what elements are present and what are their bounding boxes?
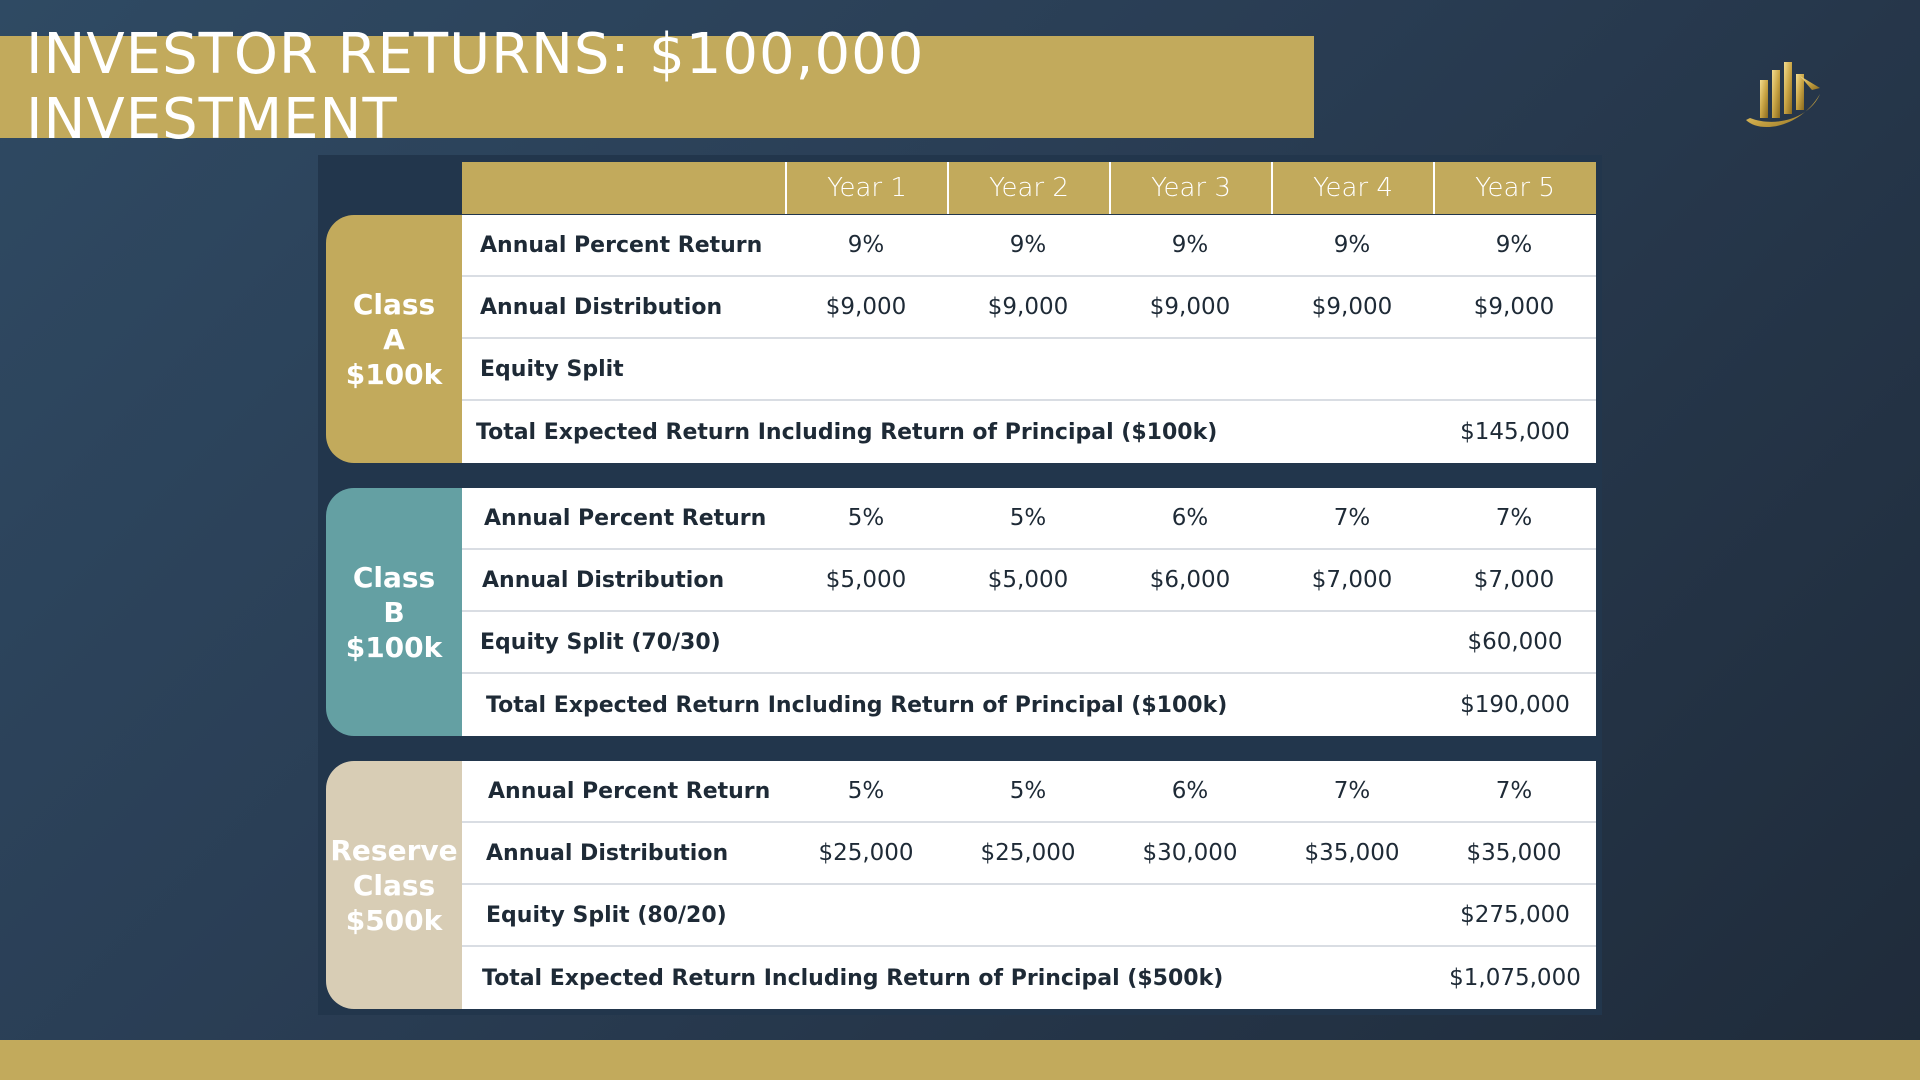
table-row — [462, 761, 1596, 823]
group-label-line: $500k — [345, 903, 443, 937]
cell-value: $5,000 — [825, 567, 907, 593]
table-row — [462, 947, 1596, 1009]
group-label-line: Class — [352, 560, 436, 594]
reserve-class-label — [326, 761, 462, 1009]
cell-value: 9% — [1171, 232, 1209, 258]
footer-bar — [0, 1040, 1920, 1080]
title-banner — [0, 22, 1314, 152]
cell-value: 7% — [1495, 505, 1533, 531]
group-label-line: $100k — [345, 357, 443, 391]
row-label: Annual Distribution — [480, 294, 723, 320]
cell-value: 7% — [1495, 778, 1533, 804]
table-row — [462, 550, 1596, 612]
year-header: Year 3 — [1109, 162, 1271, 214]
cell-value: 5% — [847, 505, 885, 531]
class-b-label — [326, 488, 462, 736]
cell-value: $5,000 — [987, 567, 1069, 593]
cell-value: $35,000 — [1304, 840, 1400, 866]
cell-value: 5% — [1009, 505, 1047, 531]
cell-value: 9% — [1495, 232, 1533, 258]
table-row — [462, 674, 1596, 736]
cell-value: $6,000 — [1149, 567, 1231, 593]
cell-value: $7,000 — [1473, 567, 1555, 593]
cell-value: 9% — [1009, 232, 1047, 258]
table-row — [462, 401, 1596, 463]
cell-value: $275,000 — [1460, 902, 1570, 928]
cell-value: 6% — [1171, 778, 1209, 804]
table-row — [462, 612, 1596, 674]
cell-value: $35,000 — [1466, 840, 1562, 866]
cell-value: 5% — [1009, 778, 1047, 804]
row-label: Annual Percent Return — [480, 232, 763, 258]
row-label: Annual Distribution — [482, 567, 725, 593]
group-label-line: $100k — [345, 630, 443, 664]
table-row — [462, 885, 1596, 947]
group-label-line: B — [383, 595, 405, 629]
cell-value: $9,000 — [1473, 294, 1555, 320]
cell-value: 7% — [1333, 778, 1371, 804]
class-b-group — [326, 488, 1596, 736]
row-label: Annual Distribution — [486, 840, 729, 866]
cell-value: $9,000 — [1311, 294, 1393, 320]
table-row — [462, 215, 1596, 277]
cell-value: $9,000 — [825, 294, 907, 320]
total-value: $145,000 — [1460, 419, 1570, 445]
header-blank-cell — [462, 162, 785, 214]
total-value: $1,075,000 — [1449, 965, 1581, 991]
cell-value: $60,000 — [1467, 629, 1563, 655]
row-label: Equity Split — [480, 356, 624, 382]
row-label: Total Expected Return Including Return of Principal ($500k) — [482, 965, 1224, 991]
year-header: Year 5 — [1433, 162, 1595, 214]
cell-value: 7% — [1333, 505, 1371, 531]
cell-value: 6% — [1171, 505, 1209, 531]
row-label: Equity Split (80/20) — [486, 902, 727, 928]
year-header: Year 1 — [785, 162, 947, 214]
class-a-label — [326, 215, 462, 463]
group-label-line: Class — [352, 287, 436, 321]
cell-value: $9,000 — [1149, 294, 1231, 320]
cell-value: $25,000 — [818, 840, 914, 866]
row-label: Total Expected Return Including Return of Principal ($100k) — [476, 419, 1218, 445]
table-row — [462, 488, 1596, 550]
group-label-line: Reserve — [330, 833, 458, 867]
cell-value: $30,000 — [1142, 840, 1238, 866]
year-header: Year 4 — [1271, 162, 1433, 214]
year-header: Year 2 — [947, 162, 1109, 214]
cell-value: 9% — [847, 232, 885, 258]
table-row — [462, 823, 1596, 885]
row-label: Annual Percent Return — [488, 778, 771, 804]
table-row — [462, 339, 1596, 401]
group-label-line: Class — [352, 868, 436, 902]
cell-value: 9% — [1333, 232, 1371, 258]
row-label: Annual Percent Return — [484, 505, 767, 531]
row-label: Equity Split (70/30) — [480, 629, 721, 655]
class-a-group — [326, 215, 1596, 463]
cell-value: $25,000 — [980, 840, 1076, 866]
page-title: INVESTOR RETURNS: $100,000 INVESTMENT — [26, 22, 925, 152]
gold-buildings-logo-icon — [1740, 58, 1826, 138]
reserve-class-group — [326, 761, 1596, 1009]
cell-value: $9,000 — [987, 294, 1069, 320]
row-label: Total Expected Return Including Return of Principal ($100k) — [486, 692, 1228, 718]
cell-value: $7,000 — [1311, 567, 1393, 593]
table-row — [462, 277, 1596, 339]
cell-value: 5% — [847, 778, 885, 804]
total-value: $190,000 — [1460, 692, 1570, 718]
year-header-row — [462, 162, 1596, 214]
group-label-line: A — [383, 322, 405, 356]
